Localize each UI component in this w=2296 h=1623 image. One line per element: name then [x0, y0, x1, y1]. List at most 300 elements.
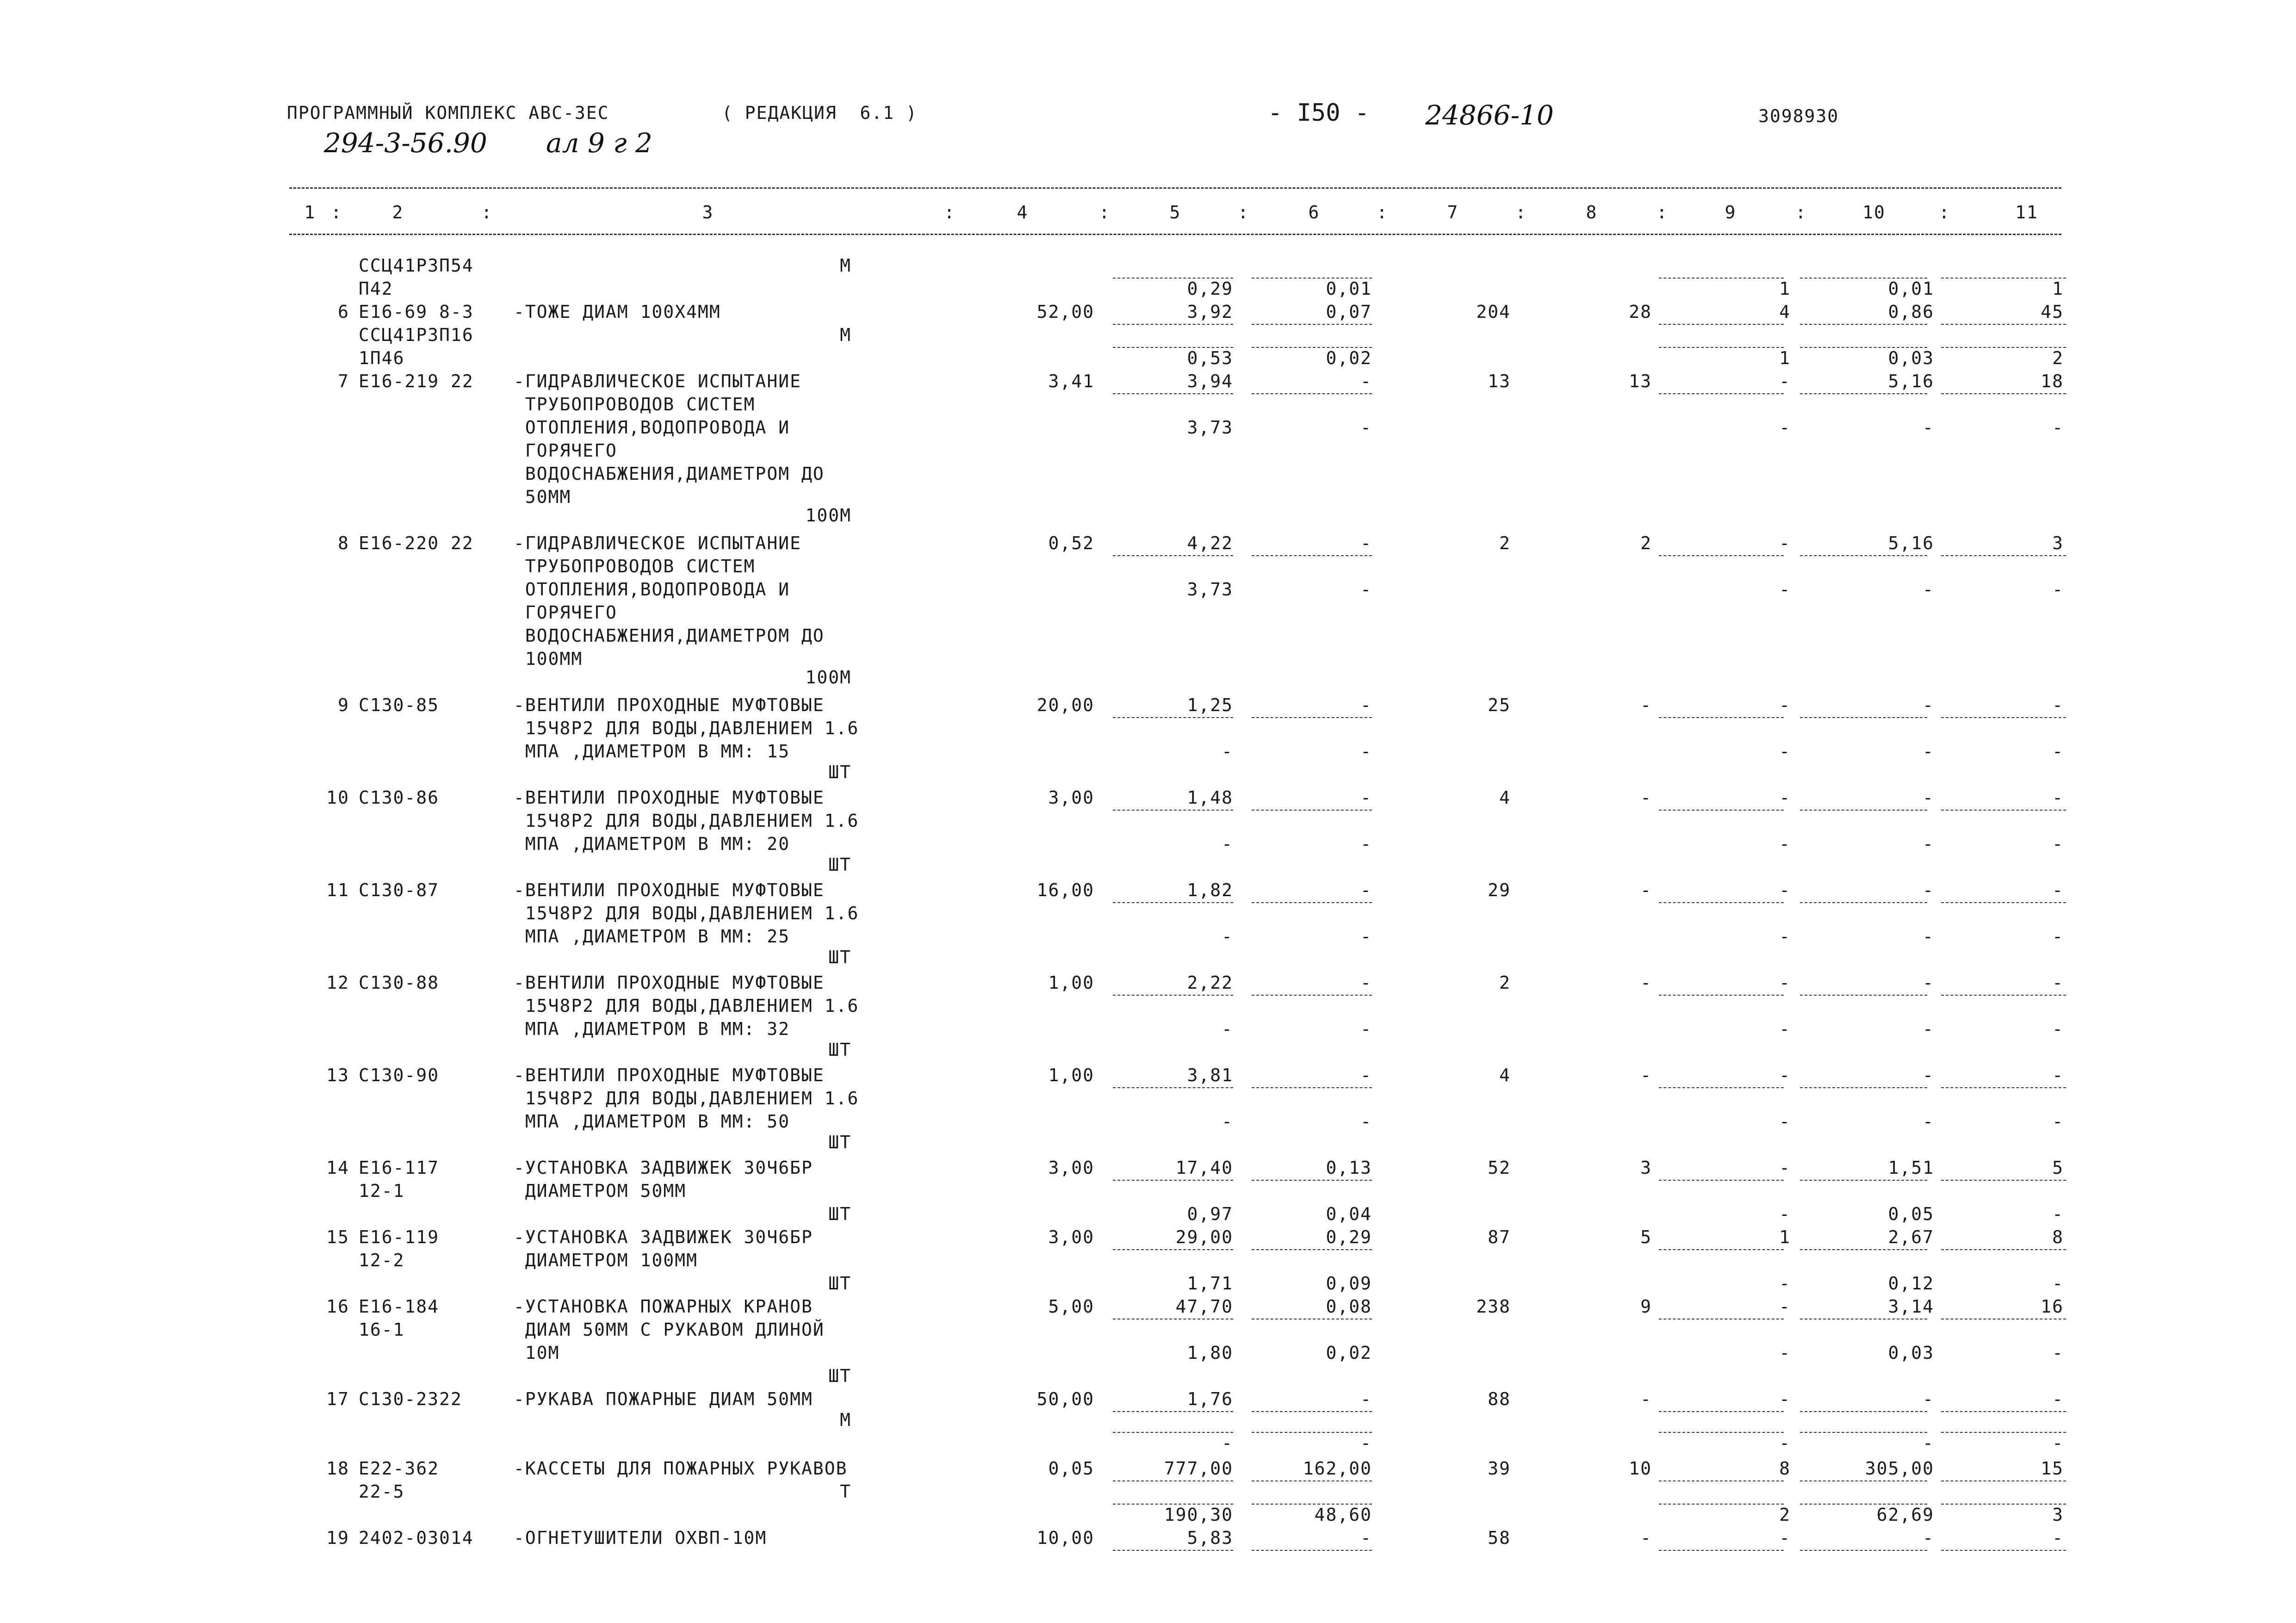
cell-c10: - — [1923, 1111, 1934, 1132]
cell-c2: 16-1 — [359, 1319, 405, 1340]
cell-c8: 2 — [1640, 533, 1652, 553]
cell-c4: 0,05 — [1048, 1458, 1094, 1479]
row-subrule — [1800, 1411, 1927, 1412]
cell-c6: - — [1360, 926, 1372, 947]
edition-label: ( РЕДАКЦИЯ 6.1 ) — [722, 103, 918, 123]
cell-c6: - — [1360, 1019, 1372, 1039]
column-header-5: 5 — [1169, 202, 1181, 223]
cell-c5: 3,73 — [1187, 579, 1233, 600]
cell-c7: 88 — [1488, 1389, 1511, 1409]
cell-c9: 1 — [1779, 348, 1791, 368]
cell-c3: ОТОПЛЕНИЯ,ВОДОПРОВОДА И — [514, 579, 790, 600]
cell-c1: 13 — [326, 1065, 349, 1085]
cell-c11: 15 — [2041, 1458, 2064, 1479]
cell-c3: МПА ,ДИАМЕТРОМ В ММ: 50 — [514, 1111, 790, 1132]
row-subrule — [1659, 1087, 1784, 1088]
cell-c9: - — [1779, 417, 1791, 438]
cell-c6: - — [1360, 880, 1372, 900]
cell-c3: 15Ч8Р2 ДЛЯ ВОДЫ,ДАВЛЕНИЕМ 1.6 — [514, 1088, 859, 1109]
cell-c6: - — [1360, 533, 1372, 553]
cell-c7: 238 — [1476, 1296, 1511, 1317]
cell-c6: 0,07 — [1326, 302, 1372, 322]
cell-c3: -КАССЕТЫ ДЛЯ ПОЖАРНЫХ РУКАВОВ — [514, 1458, 848, 1479]
cell-c7: 87 — [1488, 1227, 1511, 1247]
cell-c11: 3 — [2052, 533, 2064, 553]
cell-c5: 1,76 — [1187, 1389, 1233, 1409]
handwritten-album: ал 9 г 2 — [546, 127, 652, 159]
column-header-7: 7 — [1447, 202, 1459, 223]
cell-c9: 1 — [1779, 1227, 1791, 1247]
cell-c3: -ВЕНТИЛИ ПРОХОДНЫЕ МУФТОВЫЕ — [514, 787, 825, 808]
row-subrule — [1800, 1180, 1927, 1181]
cell-c2: С130-88 — [359, 973, 440, 993]
row-subrule — [1941, 1180, 2066, 1181]
cell-c10: 0,03 — [1888, 1343, 1934, 1363]
cell-c10: 62,69 — [1876, 1505, 1934, 1525]
cell-c2: 1П46 — [359, 348, 405, 368]
cell-c3: ДИАМ 50ММ С РУКАВОМ ДЛИНОЙ — [514, 1319, 825, 1340]
row-subrule — [1941, 902, 2066, 903]
cell-c10: - — [1923, 579, 1934, 600]
row-subrule — [1113, 902, 1233, 903]
row-subrule — [1252, 278, 1372, 279]
row-subrule — [1800, 1249, 1927, 1250]
header-rule-bottom — [289, 234, 2061, 235]
column-separator: : — [331, 202, 342, 223]
column-separator: : — [1939, 202, 1950, 223]
cell-c9: - — [1779, 533, 1791, 553]
cell-c4: 3,00 — [1048, 787, 1094, 808]
cell-c8: 13 — [1629, 371, 1652, 391]
row-subrule — [1941, 1432, 2066, 1433]
cell-c3: ДИАМЕТРОМ 100ММ — [514, 1250, 698, 1270]
cell-c9: - — [1779, 1158, 1791, 1178]
cell-c1: 15 — [326, 1227, 349, 1247]
row-subrule — [1113, 810, 1233, 811]
cell-c8: - — [1640, 1528, 1652, 1548]
cell-c9: - — [1779, 926, 1791, 947]
cell-c1: 18 — [326, 1458, 349, 1479]
row-subrule — [1659, 555, 1784, 556]
cell-c11: 2 — [2052, 348, 2064, 368]
row-subrule — [1252, 810, 1372, 811]
cell-c1: 10 — [326, 787, 349, 808]
cell-c2: С130-2322 — [359, 1389, 462, 1409]
cell-c9: - — [1779, 1389, 1791, 1409]
cell-c10: 1,51 — [1888, 1158, 1934, 1178]
cell-c3: 15Ч8Р2 ДЛЯ ВОДЫ,ДАВЛЕНИЕМ 1.6 — [514, 903, 859, 923]
cell-c11: - — [2052, 1111, 2064, 1132]
cell-c5: 4,22 — [1187, 533, 1233, 553]
cell-c2: 12-2 — [359, 1250, 405, 1270]
cell-c7: 58 — [1488, 1528, 1511, 1548]
cell-c1: 14 — [326, 1158, 349, 1178]
cell-c10: - — [1923, 695, 1934, 715]
cell-c5: 2,22 — [1187, 973, 1233, 993]
column-header-6: 6 — [1308, 202, 1320, 223]
cell-c8: - — [1640, 695, 1652, 715]
row-subrule — [1800, 1432, 1927, 1433]
column-separator: : — [1377, 202, 1388, 223]
cell-c3: ШТ — [828, 1204, 851, 1224]
row-subrule — [1800, 1504, 1927, 1505]
row-subrule — [1800, 810, 1927, 811]
cell-c7: 52 — [1488, 1158, 1511, 1178]
cell-c2: 22-5 — [359, 1481, 405, 1502]
row-subrule — [1941, 1249, 2066, 1250]
row-subrule — [1659, 393, 1784, 394]
row-subrule — [1659, 1411, 1784, 1412]
cell-c9: - — [1779, 1273, 1791, 1294]
cell-c2: С130-86 — [359, 787, 440, 808]
row-subrule — [1252, 1249, 1372, 1250]
cell-c9: - — [1779, 695, 1791, 715]
cell-c8: - — [1640, 973, 1652, 993]
row-subrule — [1252, 1087, 1372, 1088]
cell-c5: 3,73 — [1187, 417, 1233, 438]
cell-c3: ШТ — [828, 1040, 851, 1060]
column-separator: : — [1099, 202, 1111, 223]
row-subrule — [1113, 1087, 1233, 1088]
cell-c2: Е16-219 22 — [359, 371, 474, 391]
row-subrule — [1941, 1411, 2066, 1412]
cell-c9: - — [1779, 1204, 1791, 1224]
cell-c1: 19 — [326, 1528, 349, 1548]
cell-c1: 11 — [326, 880, 349, 900]
row-subrule — [1941, 995, 2066, 996]
row-subrule — [1113, 347, 1233, 348]
cell-c11: - — [2052, 1019, 2064, 1039]
row-subrule — [1252, 995, 1372, 996]
cell-c8: - — [1640, 787, 1652, 808]
cell-c3: -ГИДРАВЛИЧЕСКОЕ ИСПЫТАНИЕ — [514, 533, 801, 553]
row-subrule — [1659, 278, 1784, 279]
row-subrule — [1659, 717, 1784, 718]
cell-c5: - — [1222, 834, 1233, 854]
cell-c11: - — [2052, 1273, 2064, 1294]
cell-c2: С130-90 — [359, 1065, 440, 1085]
cell-c3: -ОГНЕТУШИТЕЛИ ОХВП-10М — [514, 1528, 767, 1548]
row-subrule — [1113, 1249, 1233, 1250]
cell-c10: 0,01 — [1888, 279, 1934, 299]
cell-c5: 1,25 — [1187, 695, 1233, 715]
cell-c11: 45 — [2041, 302, 2064, 322]
cell-c5: 1,82 — [1187, 880, 1233, 900]
column-separator: : — [944, 202, 956, 223]
cell-c10: - — [1923, 1528, 1934, 1548]
cell-c7: 13 — [1488, 371, 1511, 391]
cell-c2: Е22-362 — [359, 1458, 440, 1479]
row-subrule — [1941, 278, 2066, 279]
cell-c5: 777,00 — [1164, 1458, 1233, 1479]
cell-c9: 2 — [1779, 1505, 1791, 1525]
cell-c5: 1,80 — [1187, 1343, 1233, 1363]
cell-c8: 3 — [1640, 1158, 1652, 1178]
row-subrule — [1659, 1550, 1784, 1551]
cell-c2: 12-1 — [359, 1181, 405, 1201]
cell-c2: Е16-119 — [359, 1227, 440, 1247]
cell-c3: МПА ,ДИАМЕТРОМ В ММ: 25 — [514, 926, 790, 947]
row-subrule — [1659, 1180, 1784, 1181]
cell-c11: - — [2052, 1065, 2064, 1085]
row-subrule — [1113, 555, 1233, 556]
cell-c6: - — [1360, 1111, 1372, 1132]
cell-c5: 1,48 — [1187, 787, 1233, 808]
column-separator: : — [1657, 202, 1668, 223]
cell-c11: - — [2052, 926, 2064, 947]
cell-c11: 1 — [2052, 279, 2064, 299]
row-subrule — [1113, 1411, 1233, 1412]
cell-c3: 100М — [805, 505, 851, 526]
row-subrule — [1800, 347, 1927, 348]
cell-c11: - — [2052, 1204, 2064, 1224]
cell-c5: 29,00 — [1175, 1227, 1233, 1247]
cell-c3: МПА ,ДИАМЕТРОМ В ММ: 32 — [514, 1019, 790, 1039]
cell-c3: -ТОЖЕ ДИАМ 100Х4ММ — [514, 302, 721, 322]
cell-c2: ССЦ41Р3П16 — [359, 325, 474, 345]
row-subrule — [1252, 324, 1372, 325]
program-title: ПРОГРАММНЫЙ КОМПЛЕКС АВС-ЗЕС — [287, 103, 609, 123]
cell-c9: - — [1779, 1528, 1791, 1548]
cell-c3: МПА ,ДИАМЕТРОМ В ММ: 15 — [514, 741, 790, 762]
row-subrule — [1941, 555, 2066, 556]
cell-c3: ШТ — [828, 947, 851, 967]
cell-c11: - — [2052, 417, 2064, 438]
cell-c7: 2 — [1499, 533, 1511, 553]
cell-c5: 3,81 — [1187, 1065, 1233, 1085]
column-separator: : — [1238, 202, 1249, 223]
cell-c3: 100М — [805, 667, 851, 688]
cell-c4: 3,00 — [1048, 1227, 1094, 1247]
cell-c3: ШТ — [828, 855, 851, 875]
cell-c1: 17 — [326, 1389, 349, 1409]
cell-c6: - — [1360, 741, 1372, 762]
cell-c3: ШТ — [828, 762, 851, 782]
row-subrule — [1113, 393, 1233, 394]
cell-c5: - — [1222, 1111, 1233, 1132]
cell-c4: 10,00 — [1036, 1528, 1094, 1548]
cell-c10: 2,67 — [1888, 1227, 1934, 1247]
cell-c11: - — [2052, 834, 2064, 854]
cell-c1: 16 — [326, 1296, 349, 1317]
cell-c9: 8 — [1779, 1458, 1791, 1479]
cell-c7: 204 — [1476, 302, 1511, 322]
column-separator: : — [481, 202, 493, 223]
cell-c10: - — [1923, 973, 1934, 993]
cell-c9: - — [1779, 973, 1791, 993]
cell-c3: ШТ — [828, 1132, 851, 1152]
column-header-4: 4 — [1017, 202, 1029, 223]
cell-c3: 100ММ — [514, 649, 583, 669]
cell-c3: ГОРЯЧЕГО — [514, 602, 617, 623]
cell-c10: - — [1923, 787, 1934, 808]
handwritten-doc-number: 24866-10 — [1425, 99, 1554, 131]
cell-c2: С130-85 — [359, 695, 440, 715]
cell-c10: - — [1923, 880, 1934, 900]
cell-c10: 5,16 — [1888, 371, 1934, 391]
cell-c10: 5,16 — [1888, 533, 1934, 553]
cell-c11: - — [2052, 1343, 2064, 1363]
row-subrule — [1113, 1180, 1233, 1181]
cell-c8: 5 — [1640, 1227, 1652, 1247]
row-subrule — [1800, 555, 1927, 556]
cell-c2: 2402-03014 — [359, 1528, 474, 1548]
cell-c4: 5,00 — [1048, 1296, 1094, 1317]
cell-c3: -ВЕНТИЛИ ПРОХОДНЫЕ МУФТОВЫЕ — [514, 973, 825, 993]
cell-c9: - — [1779, 579, 1791, 600]
cell-c3: МПА ,ДИАМЕТРОМ В ММ: 20 — [514, 834, 790, 854]
row-subrule — [1252, 1180, 1372, 1181]
row-subrule — [1113, 995, 1233, 996]
cell-c3: М — [840, 325, 851, 345]
cell-c7: 2 — [1499, 973, 1511, 993]
row-subrule — [1252, 347, 1372, 348]
cell-c7: 4 — [1499, 787, 1511, 808]
row-subrule — [1659, 810, 1784, 811]
cell-c3: ОТОПЛЕНИЯ,ВОДОПРОВОДА И — [514, 417, 790, 438]
cell-c9: 4 — [1779, 302, 1791, 322]
header-rule-top — [289, 187, 2061, 189]
row-subrule — [1800, 324, 1927, 325]
row-subrule — [1800, 1087, 1927, 1088]
cell-c3: -ГИДРАВЛИЧЕСКОЕ ИСПЫТАНИЕ — [514, 371, 801, 391]
cell-c11: 3 — [2052, 1505, 2064, 1525]
cell-c5: - — [1222, 926, 1233, 947]
row-subrule — [1941, 1550, 2066, 1551]
cell-c3: ТРУБОПРОВОДОВ СИСТЕМ — [514, 556, 756, 576]
cell-c6: 162,00 — [1303, 1458, 1372, 1479]
cell-c10: 0,03 — [1888, 348, 1934, 368]
cell-c6: - — [1360, 371, 1372, 391]
column-header-3: 3 — [702, 202, 714, 223]
row-subrule — [1113, 324, 1233, 325]
row-subrule — [1252, 902, 1372, 903]
cell-c7: 25 — [1488, 695, 1511, 715]
cell-c7: 39 — [1488, 1458, 1511, 1479]
cell-c3: ДИАМЕТРОМ 50ММ — [514, 1181, 687, 1201]
cell-c1: 9 — [338, 695, 349, 715]
row-subrule — [1941, 1087, 2066, 1088]
cell-c9: - — [1779, 741, 1791, 762]
row-subrule — [1800, 1550, 1927, 1551]
column-header-2: 2 — [392, 202, 404, 223]
cell-c10: - — [1923, 1065, 1934, 1085]
cell-c5: 0,97 — [1187, 1204, 1233, 1224]
row-subrule — [1800, 995, 1927, 996]
cell-c9: - — [1779, 787, 1791, 808]
cell-c11: - — [2052, 787, 2064, 808]
cell-c6: - — [1360, 1065, 1372, 1085]
cell-c10: 305,00 — [1865, 1458, 1934, 1479]
row-subrule — [1113, 1432, 1233, 1433]
row-subrule — [1113, 1504, 1233, 1505]
cell-c3: -РУКАВА ПОЖАРНЫЕ ДИАМ 50ММ — [514, 1389, 813, 1409]
cell-c10: 0,86 — [1888, 302, 1934, 322]
doc-code: 3098930 — [1758, 106, 1839, 126]
cell-c1: 7 — [338, 371, 349, 391]
row-subrule — [1800, 278, 1927, 279]
cell-c9: - — [1779, 1433, 1791, 1453]
cell-c6: - — [1360, 973, 1372, 993]
cell-c3: ШТ — [828, 1366, 851, 1386]
cell-c5: - — [1222, 741, 1233, 762]
cell-c3: -УСТАНОВКА ЗАДВИЖЕК 30Ч6БР — [514, 1158, 813, 1178]
cell-c3: М — [840, 255, 851, 276]
cell-c9: - — [1779, 1343, 1791, 1363]
cell-c2: Е16-69 8-3 — [359, 302, 474, 322]
cell-c9: - — [1779, 1019, 1791, 1039]
row-subrule — [1252, 717, 1372, 718]
cell-c11: 5 — [2052, 1158, 2064, 1178]
page-number: - I50 - — [1268, 99, 1370, 127]
cell-c5: 5,83 — [1187, 1528, 1233, 1548]
row-subrule — [1659, 1432, 1784, 1433]
row-subrule — [1941, 347, 2066, 348]
cell-c2: Е16-117 — [359, 1158, 440, 1178]
row-subrule — [1252, 555, 1372, 556]
cell-c6: 0,04 — [1326, 1204, 1372, 1224]
column-separator: : — [1515, 202, 1527, 223]
cell-c10: - — [1923, 1433, 1934, 1453]
cell-c3: -ВЕНТИЛИ ПРОХОДНЫЕ МУФТОВЫЕ — [514, 695, 825, 715]
cell-c3: 50ММ — [514, 487, 571, 507]
cell-c6: 0,09 — [1326, 1273, 1372, 1294]
row-subrule — [1659, 347, 1784, 348]
cell-c11: - — [2052, 741, 2064, 762]
column-header-10: 10 — [1862, 202, 1886, 223]
cell-c5: 190,30 — [1164, 1505, 1233, 1525]
cell-c2: П42 — [359, 279, 393, 299]
cell-c3: -ВЕНТИЛИ ПРОХОДНЫЕ МУФТОВЫЕ — [514, 1065, 825, 1085]
cell-c3: 15Ч8Р2 ДЛЯ ВОДЫ,ДАВЛЕНИЕМ 1.6 — [514, 718, 859, 738]
cell-c9: 1 — [1779, 279, 1791, 299]
cell-c5: 0,53 — [1187, 348, 1233, 368]
column-header-11: 11 — [2015, 202, 2038, 223]
row-subrule — [1113, 278, 1233, 279]
cell-c11: 18 — [2041, 371, 2064, 391]
cell-c10: - — [1923, 417, 1934, 438]
cell-c4: 52,00 — [1036, 302, 1094, 322]
cell-c10: 0,12 — [1888, 1273, 1934, 1294]
cell-c11: - — [2052, 1528, 2064, 1548]
cell-c3: -УСТАНОВКА ЗАДВИЖЕК 30Ч6БР — [514, 1227, 813, 1247]
cell-c8: - — [1640, 880, 1652, 900]
cell-c1: 6 — [338, 302, 349, 322]
cell-c8: 28 — [1629, 302, 1652, 322]
row-subrule — [1800, 717, 1927, 718]
cell-c11: - — [2052, 1433, 2064, 1453]
cell-c9: - — [1779, 1296, 1791, 1317]
cell-c8: - — [1640, 1065, 1652, 1085]
cell-c5: - — [1222, 1019, 1233, 1039]
cell-c3: 10М — [514, 1343, 560, 1363]
cell-c11: - — [2052, 695, 2064, 715]
cell-c3: -ВЕНТИЛИ ПРОХОДНЫЕ МУФТОВЫЕ — [514, 880, 825, 900]
cell-c4: 3,00 — [1048, 1158, 1094, 1178]
row-subrule — [1800, 393, 1927, 394]
row-subrule — [1800, 902, 1927, 903]
cell-c6: - — [1360, 834, 1372, 854]
cell-c6: 0,02 — [1326, 1343, 1372, 1363]
cell-c10: 3,14 — [1888, 1296, 1934, 1317]
cell-c4: 3,41 — [1048, 371, 1094, 391]
cell-c5: 0,29 — [1187, 279, 1233, 299]
cell-c11: - — [2052, 973, 2064, 993]
cell-c1: 8 — [338, 533, 349, 553]
row-subrule — [1252, 1504, 1372, 1505]
cell-c6: - — [1360, 1433, 1372, 1453]
cell-c3: ШТ — [828, 1273, 851, 1294]
